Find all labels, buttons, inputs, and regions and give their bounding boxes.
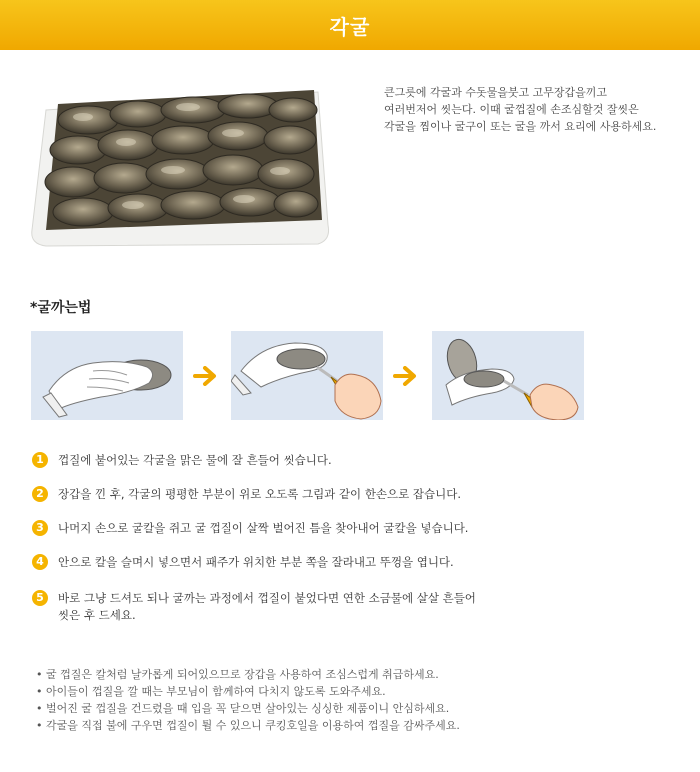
intro-line: 여러번저어 씻는다. 이때 굴껍질에 손조심할것 잘씻은 — [384, 103, 639, 116]
step-text: 장갑을 낀 후, 각굴의 평평한 부분이 위로 오도록 그림과 같이 한손으로 잡습니다. — [58, 487, 462, 501]
step-item — [32, 520, 468, 537]
intro-line: 큰그릇에 각굴과 수돗물을붓고 고무장갑을끼고 — [384, 86, 608, 99]
note-item: • 아이들이 껍질을 깔 때는 부모님이 함께하여 다치지 않도록 도와주세요. — [36, 685, 386, 698]
header-bar — [0, 0, 700, 50]
note-item: • 벌어진 굴 껍질을 건드렸을 때 입을 꼭 닫으면 살아있는 싱싱한 제품이니 안심하세요. — [36, 702, 450, 715]
note-item: • 굴 껍질은 칼처럼 날카롭게 되어있으므로 장갑을 사용하여 조심스럽게 취급하세요. — [36, 668, 439, 681]
step-number-icon: 3 — [32, 520, 48, 536]
shucking-method-title: *굴까는법 — [30, 300, 92, 316]
step-item — [32, 590, 476, 624]
arrow-right-icon — [193, 366, 219, 386]
step-text: 나머지 손으로 굴칼을 쥐고 굴 껍질이 살짝 벌어진 틈을 찾아내어 굴칼을 넣습니다. — [58, 521, 469, 535]
step-number-icon: 1 — [32, 452, 48, 468]
step-number-icon: 2 — [32, 486, 48, 502]
step-number-icon: 4 — [32, 554, 48, 570]
caution-notes — [36, 666, 676, 734]
step-text: 바로 그냥 드셔도 되나 굴까는 과정에서 껍질이 붙었다면 연한 소금물에 살살 흔들어 — [58, 591, 476, 605]
intro-line: 각굴을 찜이나 굴구이 또는 굴을 까서 요리에 사용하세요. — [384, 120, 657, 133]
oyster-box-photo — [28, 80, 334, 248]
step-illustration-open-shell — [432, 331, 584, 420]
step-text: 안으로 칼을 슬며시 넣으면서 패주가 위치한 부분 쪽을 잘라내고 뚜껑을 엽니다. — [58, 555, 454, 569]
arrow-right-icon — [393, 366, 419, 386]
step-item — [32, 452, 332, 469]
washing-instructions — [384, 84, 694, 135]
note-item: • 각굴을 직접 불에 구우면 껍질이 튈 수 있으니 쿠킹호일을 이용하여 껍질을 감싸주세요. — [36, 719, 460, 732]
step-text: 껍질에 붙어있는 각굴을 맑은 물에 잘 흔들어 씻습니다. — [58, 453, 332, 467]
step-illustration-insert-knife — [231, 331, 383, 420]
step-text: 씻은 후 드세요. — [58, 608, 136, 622]
step-number-icon: 5 — [32, 590, 48, 606]
step-illustration-hold-oyster — [31, 331, 183, 420]
step-item — [32, 486, 461, 503]
page-title: 각굴 — [329, 14, 371, 39]
step-item — [32, 554, 454, 571]
